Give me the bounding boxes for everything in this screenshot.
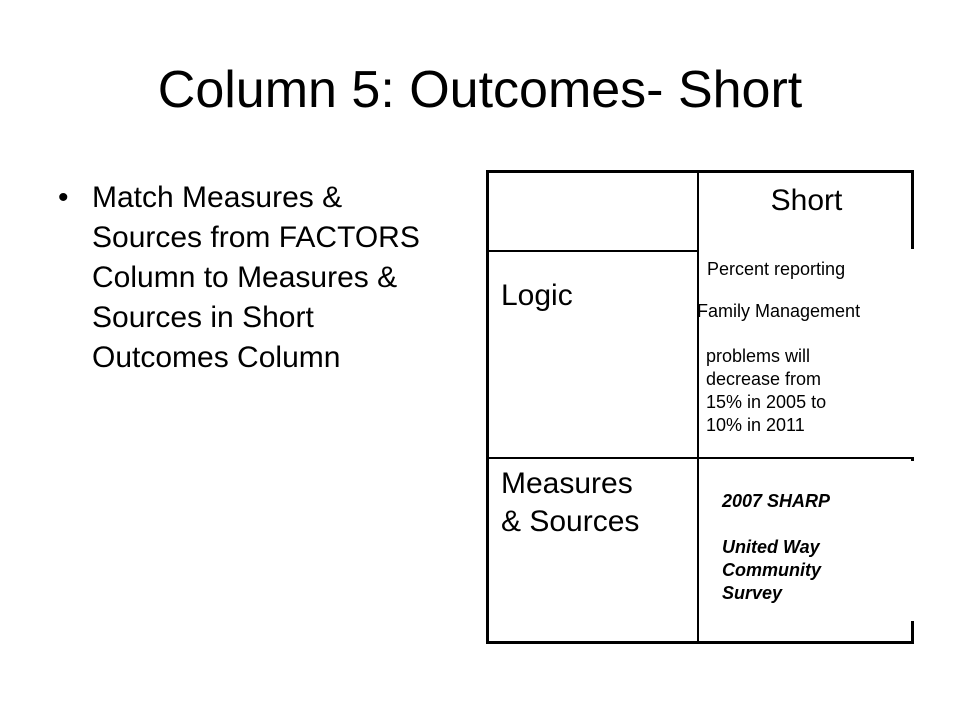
bullet-text: Match Measures & Sources from FACTORS Column to Measures & Sources in Short Outcomes Column [92,181,420,374]
source-sharp-2007: 2007 SHARP [722,491,831,511]
outcomes-table [486,170,914,644]
bullet-list [58,178,458,378]
bullet-icon: • [58,181,69,214]
table-row-divider-logic [489,457,911,459]
bullet-item [58,178,458,378]
logic-text-paragraph: problems will decrease from 15% in 2005 to 10% in 2011 [706,346,827,435]
logic-text-line-1: Percent reporting [707,259,846,279]
row-label-logic: Logic [501,279,573,312]
source-united-way-survey: United Way Community Survey [722,537,821,603]
row-label-measures-sources: Measures & Sources [501,467,640,538]
column-header-short: Short [770,184,843,217]
slide-title: Column 5: Outcomes- Short [157,61,803,119]
logic-text-line-2: Family Management [697,301,861,321]
